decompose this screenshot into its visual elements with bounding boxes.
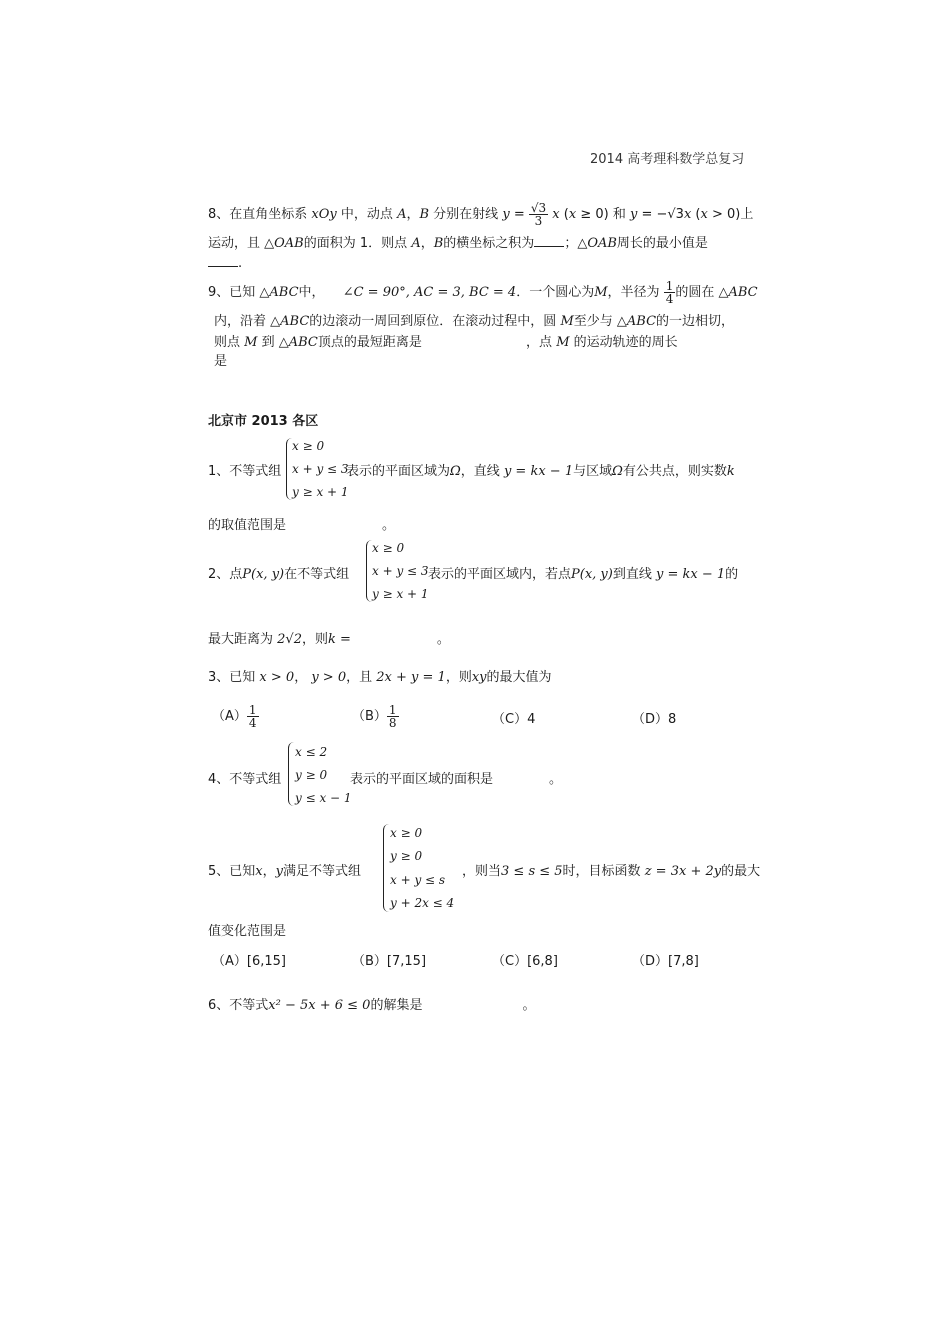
question-8-line-3: . [208,254,242,271]
inequality-system-4: x ≤ 2 y ≥ 0 y ≤ x − 1 [295,745,352,805]
problem-5-label: 5、已知x，y满足不等式组 [208,864,362,879]
page-header: 2014 高考理科数学总复习 [590,152,745,167]
brace [288,742,295,806]
problem-4-label: 4、不等式组 [208,772,282,787]
question-8-line-2: 运动，且 △OAB的面积为 1．则点 A，B的横坐标之积为 ；△OAB周长的最小值是 [208,236,708,251]
question-9-line-4: 是 [214,354,228,369]
problem-2-text: 表示的平面区域内，若点P(x, y)到直线 y = kx − 1的 [428,567,739,582]
problem-1-label: 1、不等式组 [208,464,282,479]
question-9-line-1: 9、已知 △ABC中， ∠C = 90°, AC = 3, BC = 4．一个圆心为M，半径为 $\frac{1}{4}$ 的圆在 △ABC [208,279,758,306]
fraction-sqrt3-over-3: $\frac{√3}{3}$ [530,201,547,228]
problem-5-line-2: 值变化范围是 [208,924,287,939]
option-b: （B） $\frac{1}{8}$ [352,703,397,730]
inequality-system-5: x ≥ 0 y ≥ 0 x + y ≤ s y + 2x ≤ 4 [390,826,455,910]
option-b: （B）[7,15] [352,954,427,969]
option-a: （A）[6,15] [212,954,286,969]
problem-6-text: 6、不等式x² − 5x + 6 ≤ 0的解集是 。 [208,998,536,1013]
section-title: 北京市 2013 各区 [208,414,319,429]
problem-1-line-2: 的取值范围是 。 [208,518,396,533]
problem-5-text: ，则当3 ≤ s ≤ 5时，目标函数 z = 3x + 2y的最大 [462,864,761,879]
inequality-system-2: x ≥ 0 x + y ≤ 3 y ≥ x + 1 [372,541,429,601]
option-a-fraction: $\frac{1}{4}$ [248,703,257,730]
option-b-fraction: $\frac{1}{8}$ [388,703,397,730]
answer-blank [534,234,564,247]
problem-3-text: 3、已知 x > 0， y > 0，且 2x + y = 1，则xy的最大值为 [208,670,552,685]
option-d: （D）[7,8] [632,954,699,969]
problem-1-text: 表示的平面区域为Ω，直线 y = kx − 1与区域Ω有公共点，则实数k [346,464,735,479]
option-c: （C）4 [492,712,536,727]
problem-4-text: 表示的平面区域的面积是 。 [350,772,563,787]
brace [383,824,390,912]
inequality-system-1: x ≥ 0 x + y ≤ 3 y ≥ x + 1 [292,439,349,499]
fraction-one-quarter: $\frac{1}{4}$ [665,279,674,306]
option-d: （D）8 [632,712,677,727]
answer-blank [208,254,238,267]
question-9-line-2: 内，沿着 △ABC的边滚动一周回到原位．在滚动过程中，圆 M至少与 △ABC的一边相切， [214,314,735,329]
option-a: （A） $\frac{1}{4}$ [212,703,257,730]
problem-2-label: 2、点P(x, y)在不等式组 [208,567,350,582]
question-8-line-1: 8、在直角坐标系 xOy 中，动点 A，B 分别在射线 y = $\frac{√3}{3}$ x (x ≥ 0) 和 y = −√3x (x > 0)上 [208,201,754,228]
option-c: （C）[6,8] [492,954,558,969]
problem-2-line-2: 最大距离为 2√2，则k = 。 [208,632,450,647]
question-9-line-3: 则点 M 到 △ABC顶点的最短距离是 ，点 M 的运动轨迹的周长 [214,335,678,350]
